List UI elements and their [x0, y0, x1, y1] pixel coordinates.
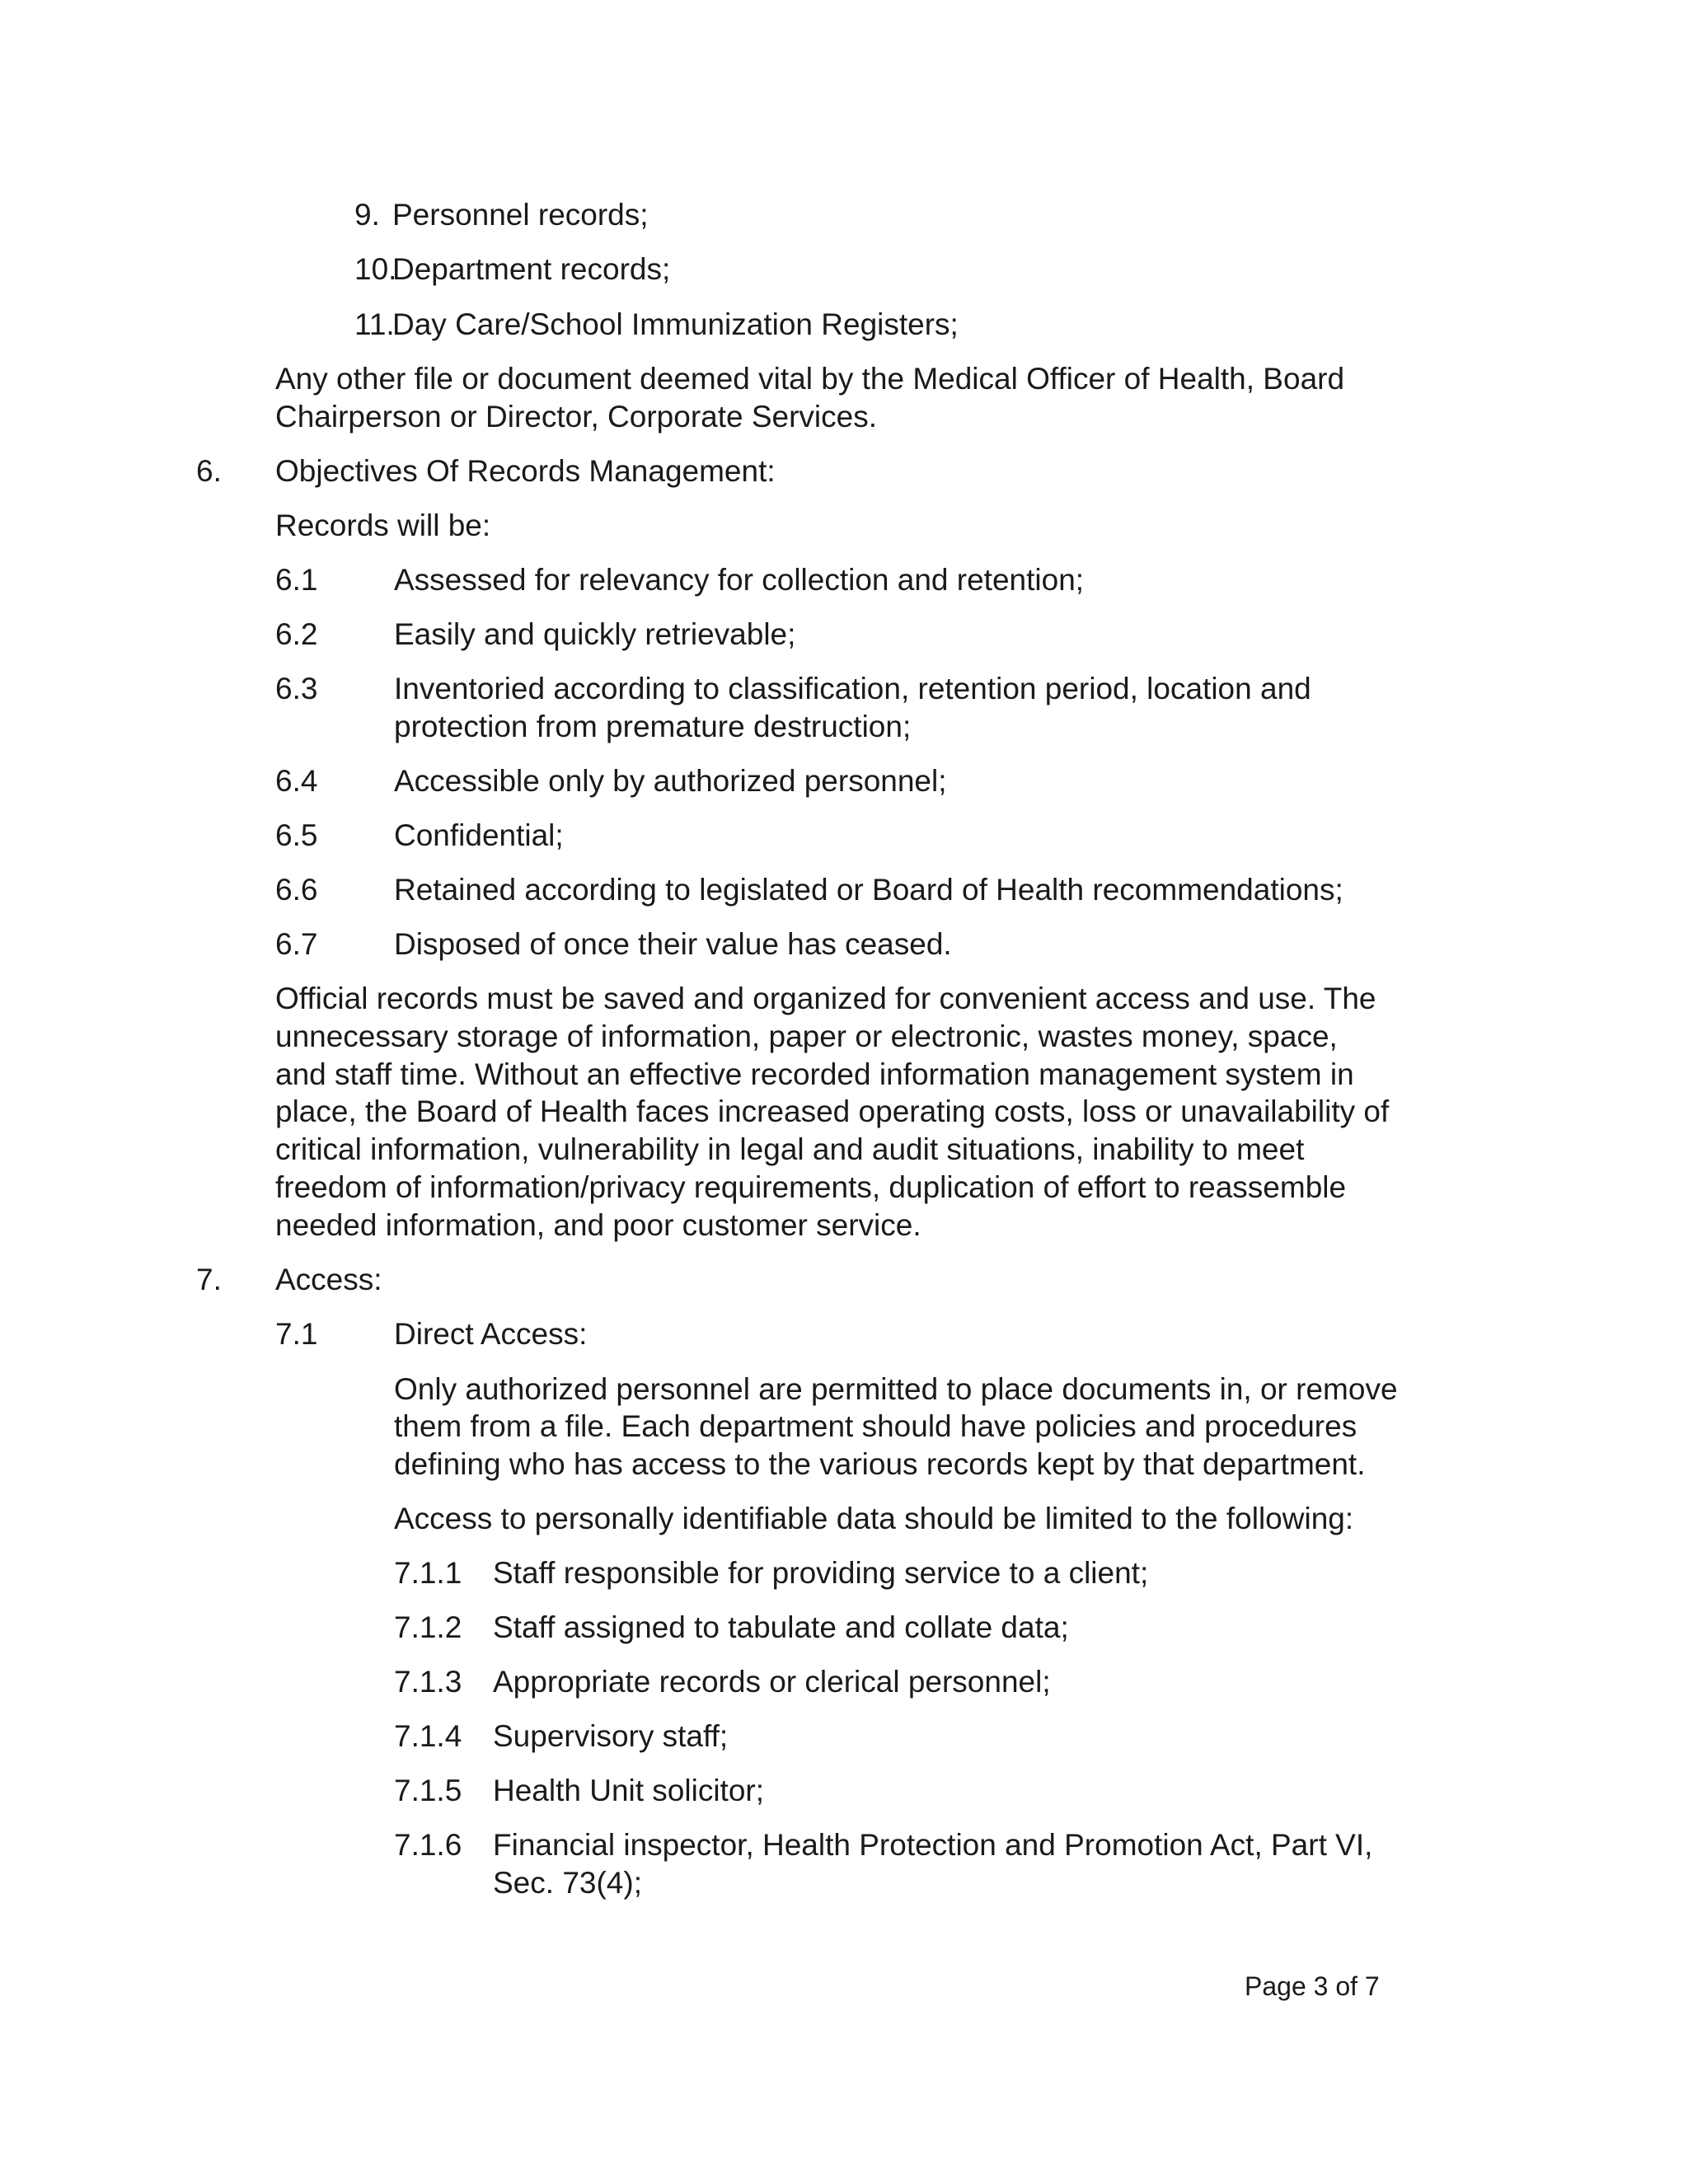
- item-6-3-number: 6.3: [275, 672, 318, 705]
- item-6-2-text: Easily and quickly retrievable;: [394, 617, 796, 651]
- item-7-1-3-number: 7.1.3: [394, 1665, 462, 1699]
- item-7-1-4-text: Supervisory staff;: [493, 1719, 729, 1753]
- item-6-7-text: Disposed of once their value has ceased.: [394, 927, 952, 961]
- item-11-text: Day Care/School Immunization Registers;: [392, 307, 959, 341]
- item-7-1-number: 7.1: [275, 1317, 318, 1351]
- section-7-number: 7.: [196, 1263, 222, 1296]
- section-6-intro: Records will be:: [275, 509, 491, 542]
- item-7-1-2-number: 7.1.2: [394, 1610, 462, 1644]
- item-6-1-text: Assessed for relevancy for collection and retention;: [394, 563, 1085, 597]
- item-6-5-number: 6.5: [275, 818, 318, 852]
- direct-access-para-line-2: them from a file. Each department should have policies and procedures: [394, 1409, 1357, 1443]
- item-7-1-heading: Direct Access:: [394, 1317, 588, 1351]
- item-11-number: 11.: [354, 307, 395, 341]
- item-6-1-number: 6.1: [275, 563, 318, 597]
- direct-access-para-line-3: defining who has access to the various records kept by that department.: [394, 1447, 1366, 1481]
- vital-note-line-1: Any other file or document deemed vital by the Medical Officer of Health, Board: [275, 362, 1345, 396]
- item-7-1-6-text-line-1: Financial inspector, Health Protection and Promotion Act, Part VI,: [493, 1828, 1373, 1862]
- direct-access-para-line-1: Only authorized personnel are permitted to place documents in, or remove: [394, 1372, 1398, 1406]
- item-6-6-text: Retained according to legislated or Board of Health recommendations;: [394, 873, 1343, 907]
- item-6-7-number: 6.7: [275, 927, 318, 961]
- item-7-1-6-text-line-2: Sec. 73(4);: [493, 1866, 642, 1900]
- item-7-1-2-text: Staff assigned to tabulate and collate data;: [493, 1610, 1069, 1644]
- item-7-1-5-number: 7.1.5: [394, 1774, 462, 1807]
- section-6-paragraph-line-4: place, the Board of Health faces increased operating costs, loss or unavailability of: [275, 1094, 1390, 1128]
- item-10-text: Department records;: [392, 252, 671, 286]
- section-7-heading: Access:: [275, 1263, 382, 1296]
- section-6-paragraph-line-1: Official records must be saved and organized for convenient access and use. The: [275, 982, 1376, 1015]
- page-number: Page 3 of 7: [1245, 1971, 1380, 2001]
- section-6-paragraph-line-5: critical information, vulnerability in legal and audit situations, inability to meet: [275, 1132, 1305, 1166]
- item-7-1-1-text: Staff responsible for providing service to a client;: [493, 1556, 1149, 1590]
- item-7-1-3-text: Appropriate records or clerical personnel;: [493, 1665, 1051, 1699]
- section-6-paragraph-line-7: needed information, and poor customer service.: [275, 1208, 921, 1242]
- vital-note-line-2: Chairperson or Director, Corporate Services.: [275, 400, 878, 434]
- item-7-1-6-number: 7.1.6: [394, 1828, 462, 1862]
- section-6-number: 6.: [196, 454, 222, 488]
- section-6-paragraph-line-2: unnecessary storage of information, paper or electronic, wastes money, space,: [275, 1019, 1338, 1053]
- item-10-number: 10.: [354, 252, 397, 286]
- item-6-4-number: 6.4: [275, 764, 318, 798]
- item-6-4-text: Accessible only by authorized personnel;: [394, 764, 947, 798]
- item-6-3-text-line-1: Inventoried according to classification, retention period, location and: [394, 672, 1311, 705]
- item-9-number: 9.: [354, 198, 380, 232]
- item-6-6-number: 6.6: [275, 873, 318, 907]
- item-7-1-1-number: 7.1.1: [394, 1556, 462, 1590]
- item-9-text: Personnel records;: [392, 198, 649, 232]
- section-6-paragraph-line-6: freedom of information/privacy requirements, duplication of effort to reassemble: [275, 1170, 1347, 1204]
- item-6-3-text-line-2: protection from premature destruction;: [394, 710, 912, 743]
- item-7-1-5-text: Health Unit solicitor;: [493, 1774, 765, 1807]
- item-7-1-4-number: 7.1.4: [394, 1719, 462, 1753]
- item-6-2-number: 6.2: [275, 617, 318, 651]
- direct-access-para-2: Access to personally identifiable data should be limited to the following:: [394, 1502, 1354, 1535]
- section-6-heading: Objectives Of Records Management:: [275, 454, 776, 488]
- item-6-5-text: Confidential;: [394, 818, 564, 852]
- section-6-paragraph-line-3: and staff time. Without an effective recorded information management system in: [275, 1057, 1354, 1091]
